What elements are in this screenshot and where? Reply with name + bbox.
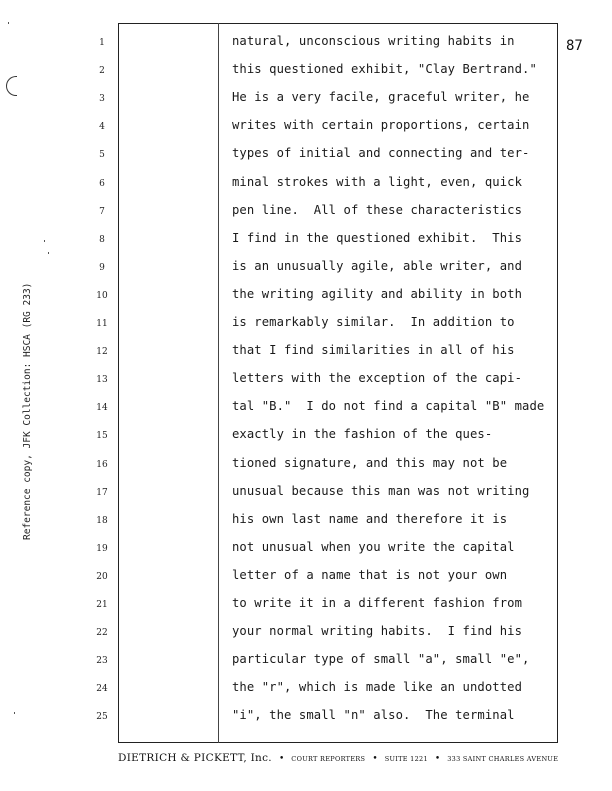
- scan-speck: [14, 712, 15, 714]
- separator-dot: •: [434, 754, 441, 764]
- transcript-line: his own last name and therefore it is: [232, 511, 508, 526]
- archive-reference-note: Reference copy, JFK Collection: HSCA (RG 233): [22, 282, 33, 540]
- page-frame-left: [118, 23, 119, 743]
- line-number: 11: [96, 319, 108, 329]
- line-number: 24: [96, 684, 108, 695]
- line-number: 21: [96, 600, 108, 610]
- transcript-line: is remarkably similar. In addition to: [232, 315, 515, 329]
- line-number: 6: [99, 178, 105, 189]
- transcript-line: tal "B." I do not find a capital "B" made: [232, 399, 545, 414]
- page-frame-bottom: [118, 742, 558, 743]
- transcript-line: the writing agility and ability in both: [232, 286, 523, 301]
- line-number: 2: [99, 66, 105, 77]
- transcript-line: this questioned exhibit, "Clay Bertrand.": [232, 62, 537, 77]
- transcript-line: pen line. All of these characteristics: [232, 202, 523, 217]
- page-frame-right: [557, 23, 558, 743]
- line-number: 18: [96, 515, 108, 526]
- address-label: 333 SAINT CHARLES AVENUE: [447, 755, 559, 763]
- transcript-line: your normal writing habits. I find his: [232, 624, 523, 639]
- transcript-line: "i", the small "n" also. The terminal: [232, 708, 515, 723]
- court-reporter-footer: [118, 752, 558, 764]
- transcript-line: the "r", which is made like an undotted: [232, 680, 523, 695]
- margin-rule: [218, 23, 219, 743]
- line-number: 7: [99, 206, 105, 217]
- transcript-line: not unusual when you write the capital: [232, 539, 515, 554]
- transcript-line: letter of a name that is not your own: [232, 567, 508, 582]
- transcript-line: natural, unconscious writing habits in: [232, 34, 515, 48]
- transcript-line: letters with the exception of the capi-: [232, 371, 523, 386]
- suite-label: SUITE 1221: [384, 755, 428, 763]
- page-frame-top: [118, 23, 558, 24]
- line-number: 9: [99, 262, 105, 273]
- separator-dot: •: [278, 754, 285, 764]
- firm-name: DIETRICH & PICKETT, Inc.: [118, 752, 272, 764]
- transcript-line: I find in the questioned exhibit. This: [232, 230, 523, 245]
- line-number: 3: [99, 94, 105, 105]
- line-number: 25: [96, 712, 108, 723]
- transcript-line: types of initial and connecting and ter-: [232, 146, 530, 161]
- page-number: 87: [566, 38, 583, 54]
- court-reporters-label: COURT REPORTERS: [291, 755, 366, 763]
- scan-speck: [44, 240, 45, 242]
- transcript-line: exactly in the fashion of the ques-: [232, 427, 493, 442]
- binding-hole-mark: [6, 76, 17, 96]
- line-number: 13: [96, 375, 108, 386]
- separator-dot: •: [372, 754, 378, 764]
- line-number: 5: [99, 150, 105, 161]
- transcript-line: He is a very facile, graceful writer, he: [232, 90, 530, 105]
- line-number: 23: [96, 656, 108, 667]
- line-number: 14: [96, 403, 108, 414]
- transcript-line: unusual because this man was not writing: [232, 483, 530, 498]
- transcript-line: is an unusually agile, able writer, and: [232, 258, 523, 273]
- line-number: 16: [96, 459, 108, 470]
- transcript-line: that I find similarities in all of his: [232, 343, 515, 358]
- scan-speck: [48, 252, 49, 254]
- line-number: 8: [99, 234, 105, 245]
- scan-speck: [8, 22, 9, 24]
- line-number: 17: [96, 487, 108, 498]
- line-number: 20: [96, 571, 108, 582]
- transcript-line: tioned signature, and this may not be: [232, 455, 508, 470]
- line-number: 10: [96, 290, 108, 301]
- line-number: 12: [96, 347, 108, 358]
- line-number: 4: [99, 122, 105, 133]
- line-number: 1: [99, 38, 105, 48]
- line-number: 15: [96, 431, 108, 442]
- line-number: 22: [96, 628, 108, 639]
- transcript-line: to write it in a different fashion from: [232, 596, 523, 610]
- transcript-line: minal strokes with a light, even, quick: [232, 174, 523, 189]
- transcript-line: writes with certain proportions, certain: [232, 118, 530, 133]
- transcript-line: particular type of small "a", small "e",: [232, 652, 530, 667]
- line-number: 19: [96, 543, 108, 554]
